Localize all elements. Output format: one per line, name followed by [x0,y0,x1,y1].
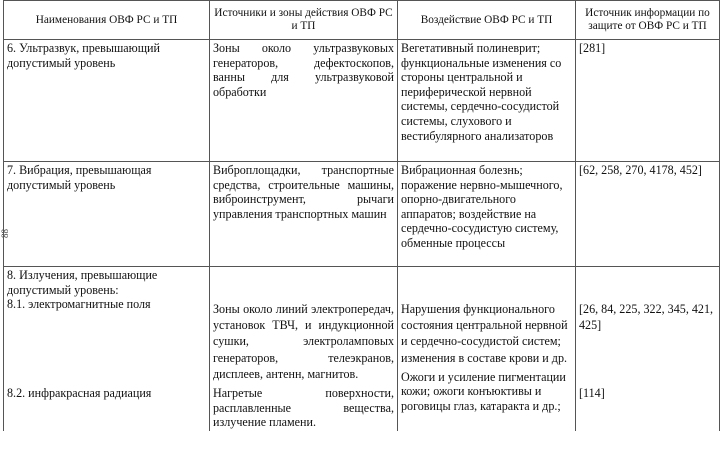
subsection-sources: Нагретые поверхности, расплавленные вещества, излучение пламени. [213,386,394,430]
subsection-refs: [114] [579,386,605,401]
cell-effect [398,267,576,431]
cell-sources [210,267,398,431]
cell-name: 6. Ультразвук, превышающий допустимый уровень [4,40,210,162]
table-header-row [4,1,720,40]
subsection-effect: Нарушения функционального состояния центральной нервной и сердечно-сосудистой систем; изменения в составе крови и др. [401,302,568,365]
subsection-name: 8.2. инфракрасная радиация [7,385,152,400]
cell-sources: Виброплощадки, транспортные средства, строительные машины, виброинструмент, рычаги управления транспортных машин [210,162,398,267]
header-references: Источник информации по защите от ОВФ РС и ТП [576,1,720,40]
header-names: Наименования ОВФ РС и ТП [4,1,210,40]
cell-refs [576,267,720,431]
cell-name: 7. Вибрация, превышающая допустимый уровень [4,162,210,267]
cell-effect: Вибрационная болезнь; поражение нервно-мышечного, опорно-двигательного аппаратов; воздействие на сердечно-сосудистую систему, обменные процессы [398,162,576,267]
table-row [4,40,720,162]
section-name: 8. Излучения, превышающие допустимый уровень: [7,268,158,297]
cell-sources: Зоны около ультразвуковых генераторов, дефектоскопов, ванны для ультразвуковой обработки [210,40,398,162]
hazard-factors-table [3,0,720,431]
cell-name [4,267,210,431]
table-row [4,267,720,431]
page-margin-mark: 88 [0,229,10,238]
subsection-refs: [26, 84, 225, 322, 345, 421, 425] [579,302,714,333]
cell-effect: Вегетативный полиневрит; функциональные изменения со стороны центральной и периферической нервной системы, сердечно-сосудистой системы, слухового и вестибулярного анализаторов [398,40,576,162]
subsection-effect: Ожоги и усиление пигментации кожи; ожоги конъюктивы и роговицы глаз, катаракта и др.; [401,369,566,413]
header-sources: Источники и зоны действия ОВФ РС и ТП [210,1,398,40]
cell-refs: [281] [576,40,720,162]
header-effects: Воздействие ОВФ РС и ТП [398,1,576,40]
table-row [4,162,720,267]
subsection-name: 8.1. электромагнитные поля [7,297,151,312]
subsection-sources: Зоны около линий электропередач, установок ТВЧ, и индукционной сушки, электроламповых генераторов, телеэкранов, дисплеев, антенн, магнитов. [213,302,394,381]
cell-refs: [62, 258, 270, 4178, 452] [576,162,720,267]
